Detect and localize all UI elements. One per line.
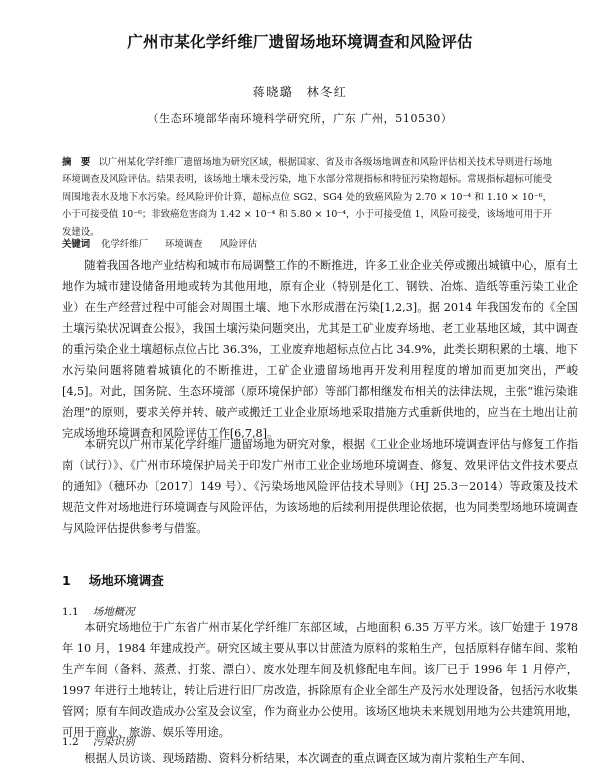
authors: 蒋晓璐 林冬红 bbox=[252, 85, 348, 99]
subsection-number: 1.1 bbox=[62, 606, 79, 618]
site-overview-paragraph: 本研究场地位于广东省广州市某化学纤维厂东部区域，占地面积 6.35 万平方米。该厂始建于 1978 年 10 月，1984 年建成投产。研究区域主要从事以甘蔗渣为原料的浆粕生产，包括原料存储车间、浆粕生产车间（备料、蒸煮、打浆、漂白）、废水处理车间及机修配电车间。该厂已于 1996 年 1 月停产，1997 年进行土地转让，转让后进行旧厂房改造，拆除原有企业全部生产及污水处理设备，包括污水收集管网；原有车间改造成办公室及会议室，作为商业办公使用。该场区地块未来规划用地为公共建筑用地，可用于商业、旅游、娱乐等用途。 bbox=[62, 621, 578, 739]
keywords bbox=[62, 236, 552, 253]
subsection-heading bbox=[62, 734, 135, 749]
section-title: 场地环境调查 bbox=[88, 573, 164, 588]
keyword: 化学纤维厂 bbox=[101, 239, 149, 250]
subsection-title: 污染识别 bbox=[92, 736, 135, 748]
subsection-number: 1.2 bbox=[62, 736, 79, 748]
keywords-label: 关键词 bbox=[62, 239, 91, 250]
affiliation: （生态环境部华南环境科学研究所，广东 广州，510530） bbox=[147, 112, 453, 125]
intro-paragraph-1: 随着我国各地产业结构和城市布局调整工作的不断推进，许多工业企业关停或搬出城镇中心，原有土地作为城市建设储备用地或转为其他用地，原有企业（特别是化工、钢铁、冶炼、造纸等重污染工业企业）在生产经营过程中可能会对周围土壤、地下水形成潜在污染[1,2,3]。据 2014 年我国发布的《全国土壤污染状况调查公报》，我国土壤污染问题突出，尤其是工矿业废弃场地、老工业基地区域，其中调查的重污染企业土壤超标点位占比 36.3%，工业废弃地超标点位占比 34.9%，此类长期积累的土壤、地下水污染问题将随着城镇化的不断推进，工矿企业遗留场地再开发利用程度的增加而更加突出，严峻[4,5]。对此，国务院、生态环境部（原环境保护部）等部门都相继发布相关的法律法规，主张“谁污染谁治理”的原则，要求关停并转、破产或搬迁工业企业原场地采取措施方式重新供地的，应当在土地出让前完成场地环境调查和风险评估工作[6,7,8]。 bbox=[62, 259, 578, 440]
abstract-text: 以广州某化学纤维厂遗留场地为研究区域，根据国家、省及市各级场地调查和风险评估相关技术导则进行场地环境调查及风险评估。结果表明，该场地土壤未受污染，地下水部分常规指标和特征污染物超标。常规指标超标可能受周围地表水及地下水污染。经风险评价计算，超标点位 SG2、SG4 处的致癌风险为 2.70 × 10⁻⁴ 和 1.10 × 10⁻⁶，小于可接受值 10⁻⁶；非致癌危害商为 1.42 × 10⁻⁴ 和 5.80 × 10⁻⁴，小于可接受值 1，风险可接受，该场地可用于开发建设。 bbox=[62, 157, 552, 238]
keyword: 环境调查 bbox=[165, 239, 203, 250]
subsection-title: 场地概况 bbox=[92, 606, 135, 618]
intro-paragraph-2: 本研究以广州市某化学纤维厂遗留场地为研究对象，根据《工业企业场地环境调查评估与修复工作指南（试行）》、《广州市环境保护局关于印发广州市工业企业场地环境调查、修复、效果评估文件技术要点的通知》（穗环办〔2017〕149 号）、《污染场地风险评估技术导则》（HJ 25.3－2014）等政策及技术规范文件对场地进行环境调查与风险评估，为该场地的后续利用提供理论依据，也为同类型场地环境调查与风险评估提供参考与借鉴。 bbox=[62, 438, 578, 535]
section-number: 1 bbox=[62, 573, 71, 588]
keyword: 风险评估 bbox=[219, 239, 258, 250]
abstract bbox=[62, 154, 552, 241]
paper-title: 广州市某化学纤维厂遗留场地环境调查和风险评估 bbox=[127, 33, 473, 51]
pollution-id-paragraph: 根据人员访谈、现场踏勘、资料分析结果，本次调查的重点调查区域为南片浆粕生产车间、 bbox=[84, 752, 532, 765]
abstract-label: 摘 要 bbox=[62, 157, 91, 168]
section-heading bbox=[62, 571, 164, 589]
